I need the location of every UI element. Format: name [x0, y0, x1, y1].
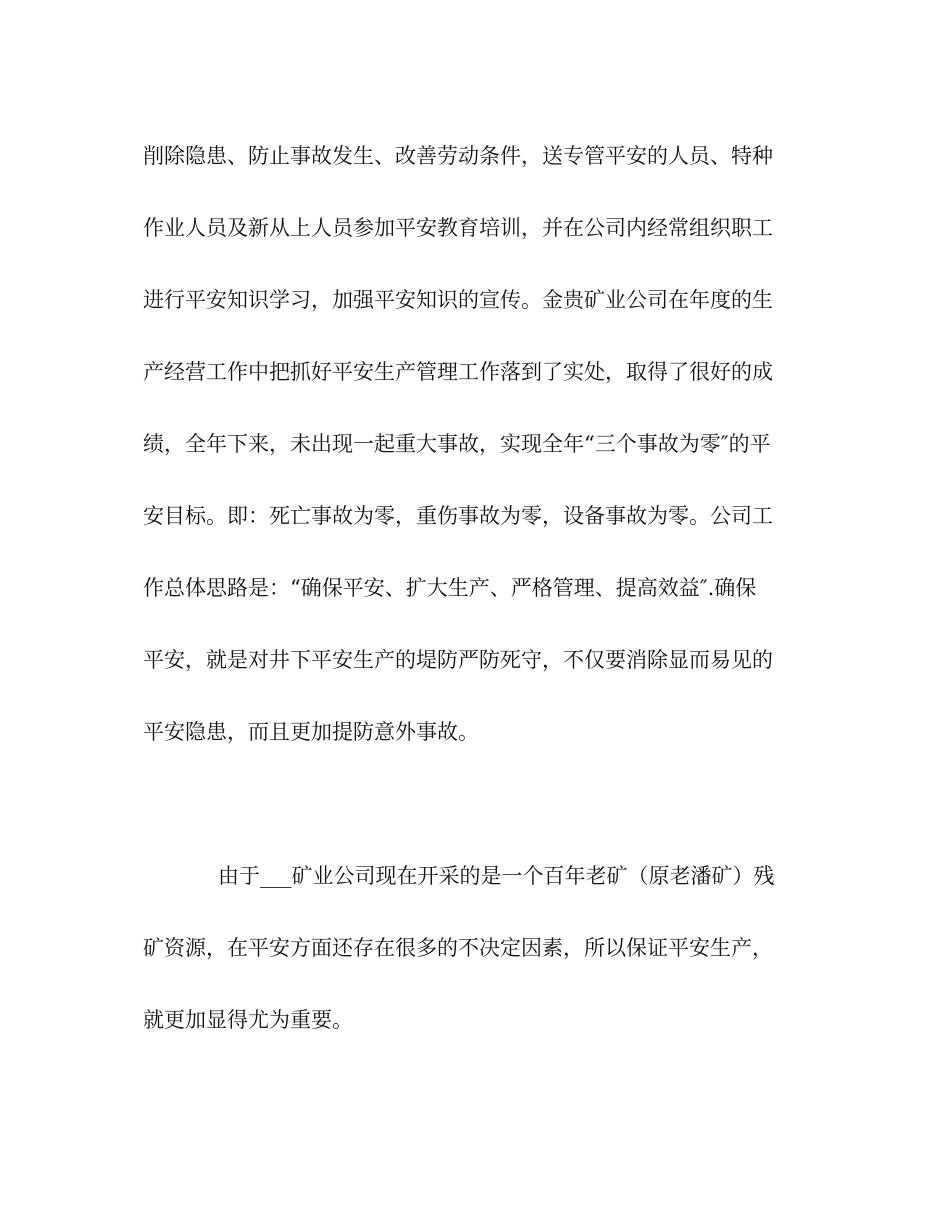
paragraph-2-line-2: 矿资源，在平安方面还存在很多的不决定因素，所以保证平安生产，: [143, 936, 773, 960]
paragraph-1-line-5: 绩，全年下来，未出现一起重大事故，实现全年“三个事故为零″的平: [143, 432, 771, 456]
paragraph-1-line-1: 削除隐患、防止事故发生、改善劳动条件，送专管平安的人员、特种: [143, 144, 773, 168]
paragraph-2-line-3: 就更加显得尤为重要。: [143, 1008, 353, 1032]
paragraph-1-line-3: 进行平安知识学习，加强平安知识的宣传。金贵矿业公司在年度的生: [143, 288, 773, 312]
paragraph-1-line-6: 安目标。即：死亡事故为零，重伤事故为零，设备事故为零。公司工: [143, 504, 773, 528]
paragraph-1-line-2: 作业人员及新从上人员参加平安教育培训，并在公司内经常组织职工: [143, 216, 773, 240]
paragraph-1-line-9: 平安隐患，而且更加提防意外事故。: [143, 720, 479, 744]
paragraph-1-line-8: 平安，就是对井下平安生产的堤防严防死守，不仅要消除显而易见的: [143, 648, 773, 672]
paragraph-2-line-1: 由于___矿业公司现在开采的是一个百年老矿（原老潘矿）残: [218, 864, 775, 888]
paragraph-1-line-7: 作总体思路是：“确保平安、扩大生产、严格管理、提高效益″.确保: [143, 576, 757, 600]
paragraph-1-line-4: 产经营工作中把抓好平安生产管理工作落到了实处，取得了很好的成: [143, 360, 773, 384]
